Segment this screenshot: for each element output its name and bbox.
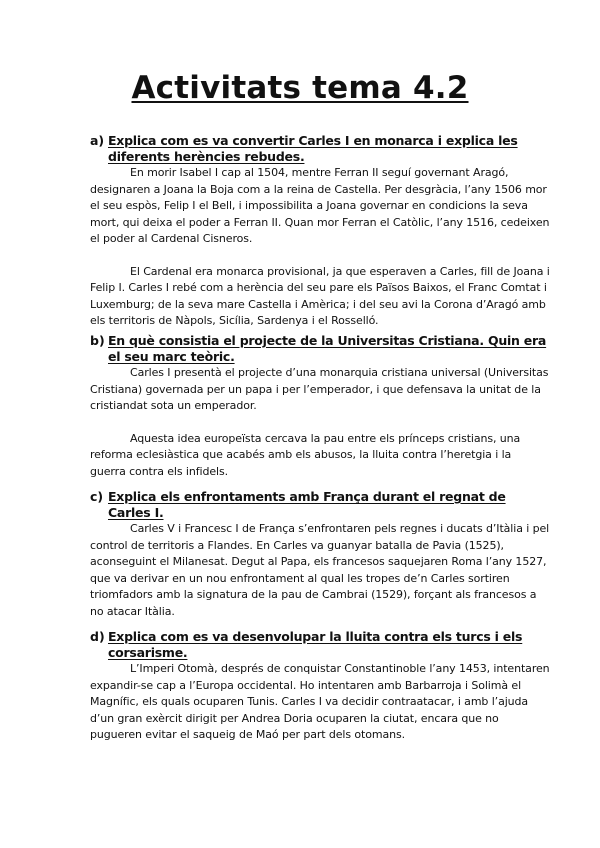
question-heading: Explica com es va desenvolupar la lluita contra els turcs i els corsarisme.: [108, 629, 523, 660]
answer-paragraph: Carles I presentà el projecte d’una monarquia cristiana universal (Universitas Cristiana) governada per un papa i per l’emperador, i que defensava la unitat de la cristiandat sota un emperador.: [90, 366, 549, 412]
paragraph-spacer: [108, 415, 550, 431]
question-row: [90, 333, 549, 480]
question-heading: Explica els enfrontaments amb França durant el regnat de Carles I.: [108, 489, 506, 520]
question-heading: Explica com es va convertir Carles I en monarca i explica les diferents herències rebudes.: [108, 133, 518, 164]
answer-paragraph: Aquesta idea europeïsta cercava la pau entre els prínceps cristians, una reforma eclesiàstica que acabés amb els abusos, la lluita contra l’heretgia i la guerra contra els infidels.: [90, 431, 521, 478]
question-row: [90, 489, 550, 620]
page-title: Activitats tema 4.2: [131, 70, 469, 106]
list-marker: a): [90, 133, 105, 148]
answer-paragraph: Carles V i Francesc I de França s’enfrontaren pels regnes i ducats d’Itàlia i pel control de territoris a Flandes. En Carles va guanyar batalla de Pavia (1525), aconseguint el Milanesat. Degut al Papa, els francesos saquejaren Roma l’any 1527, que va derivar en un nou enfrontament al qual les tropes de’n Carles sortiren triomfadors amb la signatura de la pau de Cambrai (1529), forçant als francesos a no atacar Itàlia.: [90, 522, 550, 618]
question-row: [90, 629, 550, 744]
list-marker: b): [90, 333, 105, 348]
answer-paragraph: L’Imperi Otomà, després de conquistar Constantinoble l’any 1453, intentaren expandir-se cap a l’Europa occidental. Ho intentaren amb Barbarroja i Solimà el Magnífic, els quals ocuparen Tunis. Carles I va decidir contraatacar, i amb l’ajuda d’un gran exèrcit dirigit per Andrea Doria ocuparen la ciutat, encara que no pugueren evitar el saqueig de Maó per part dels otomans.: [90, 662, 550, 741]
paragraph-spacer: [108, 248, 550, 264]
section-c: [90, 489, 550, 620]
section-b: [90, 333, 549, 480]
answer-paragraph: En morir Isabel I cap al 1504, mentre Ferran II seguí governant Aragó, designaren a Joana la Boja com a la reina de Castella. Per desgràcia, l’any 1506 mor el seu espòs, Felip I el Bell, i impossibilita a Joana governar en condicions la seva mort, qui deixa el poder a Ferran II. Quan mor Ferran el Catòlic, l’any 1516, cedeixen el poder al Cardenal Cisneros.: [90, 166, 550, 245]
list-marker: d): [90, 629, 105, 644]
question-heading: En què consistia el projecte de la Universitas Cristiana. Quin era el seu marc teòric.: [108, 333, 547, 364]
section-a: [90, 133, 550, 330]
question-row: [90, 133, 550, 330]
section-d: [90, 629, 550, 744]
list-marker: c): [90, 489, 104, 504]
answer-paragraph: El Cardenal era monarca provisional, ja que esperaven a Carles, fill de Joana i Felip I. Carles I rebé com a herència del seu pare els Països Baixos, el Franc Comtat i Luxemburg; de la seva mare Castella i Amèrica; i del seu avi la Corona d’Aragó amb els territoris de Nàpols, Sicília, Sardenya i el Rosselló.: [90, 264, 550, 327]
